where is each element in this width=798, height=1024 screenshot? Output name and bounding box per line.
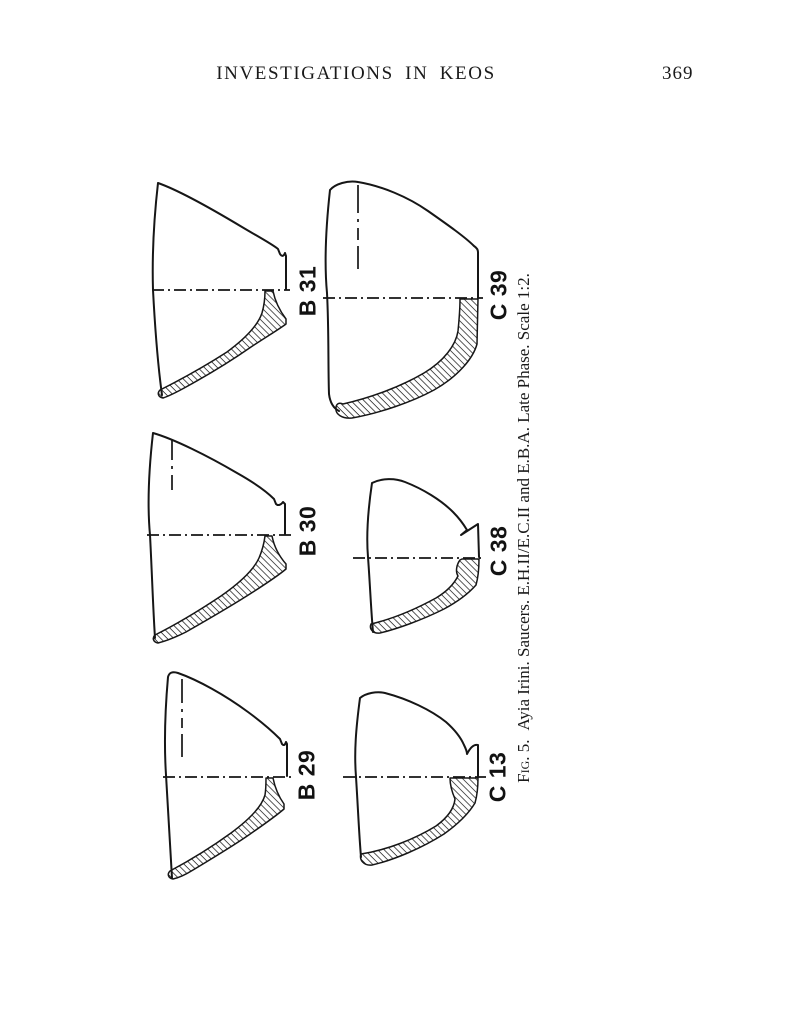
figure-caption-number: Fig. 5. <box>514 739 533 783</box>
saucer-profile-drawing-c13 <box>342 690 488 870</box>
drawing-label-b31: B 31 <box>294 265 321 317</box>
figure-caption <box>514 273 534 783</box>
figure-caption-text: Ayia Irini. Saucers. E.H.II/E.C.II and E.B.A. Late Phase. Scale 1:2. <box>514 273 533 731</box>
drawing-label-b30: B 30 <box>294 505 321 557</box>
drawing-label-c39: C 39 <box>485 269 512 321</box>
saucer-profile-drawing-b31 <box>150 176 292 402</box>
drawing-label-c13: C 13 <box>484 751 511 803</box>
page-header-title: INVESTIGATIONS IN KEOS <box>216 63 496 84</box>
drawing-label-c38: C 38 <box>485 525 512 577</box>
saucer-profile-drawing-c39 <box>322 176 486 424</box>
page-number: 369 <box>662 63 694 84</box>
saucer-profile-drawing-b30 <box>146 428 294 646</box>
saucer-profile-drawing-c38 <box>352 472 486 636</box>
saucer-profile-drawing-b29 <box>162 666 294 884</box>
drawing-label-b29: B 29 <box>293 749 320 801</box>
